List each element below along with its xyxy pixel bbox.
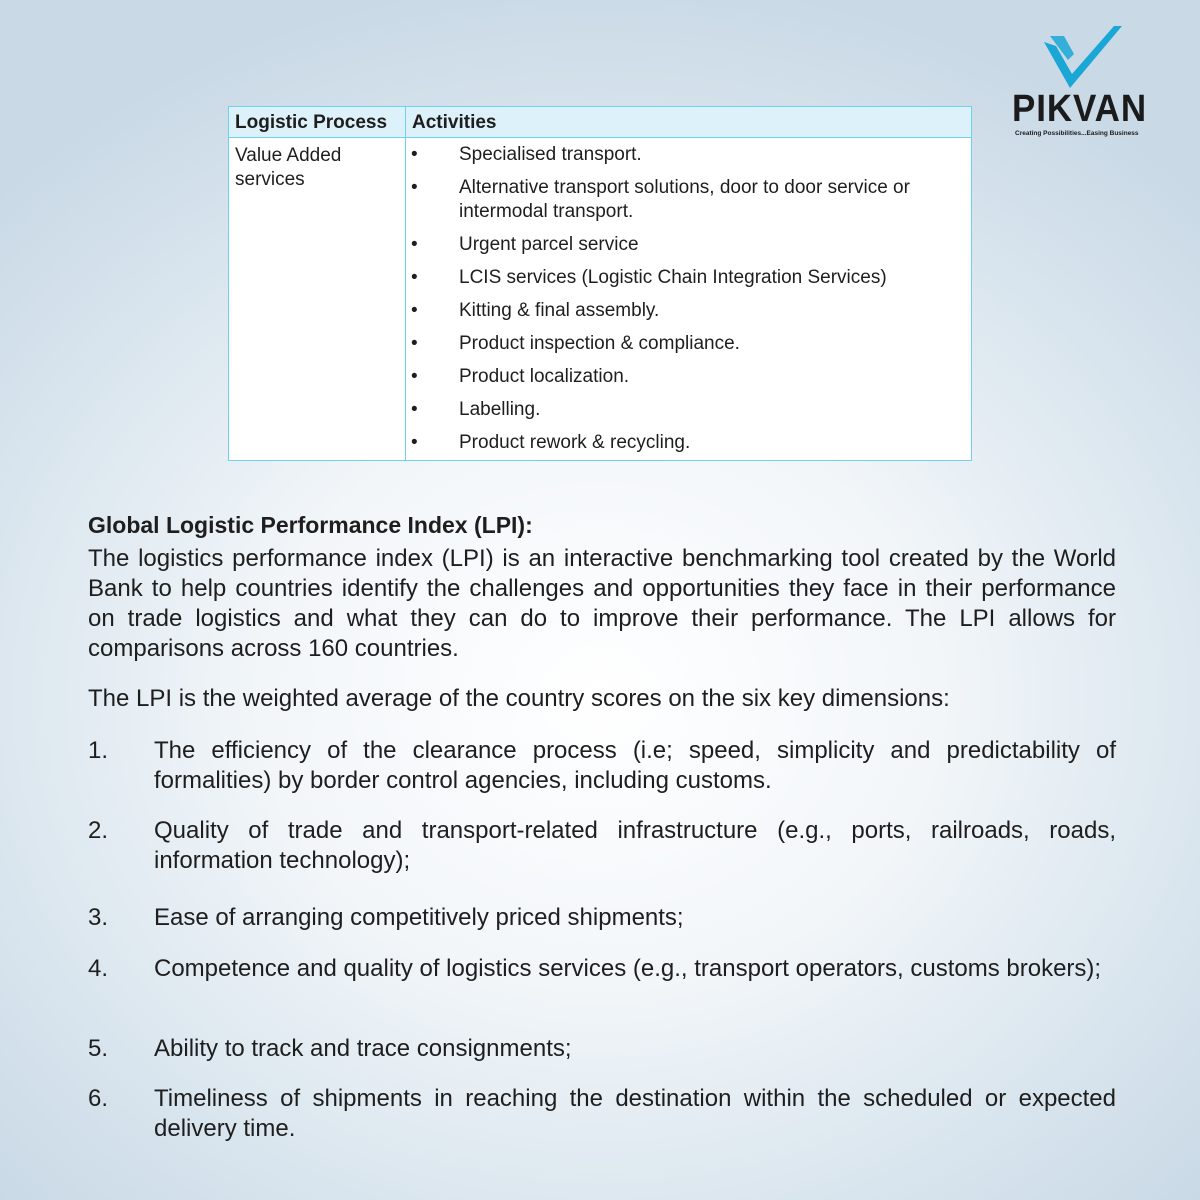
list-item — [88, 903, 1116, 933]
item-number: 3. — [88, 904, 109, 931]
header-activities: Activities — [406, 107, 972, 138]
item-number: 6. — [88, 1085, 109, 1112]
header-logistic-process: Logistic Process — [229, 107, 406, 138]
item-text: Ability to track and trace consignments; — [154, 1035, 572, 1062]
bullet-icon: • — [411, 366, 418, 387]
item-number: 5. — [88, 1035, 109, 1062]
list-item: • Product inspection & compliance. — [411, 333, 740, 354]
bullet-icon: • — [411, 234, 418, 255]
bullet-icon: • — [411, 333, 418, 354]
list-item — [88, 736, 1116, 796]
item-text: Ease of arranging competitively priced shipments; — [154, 904, 684, 931]
table-header-row — [229, 107, 972, 138]
list-item: • Kitting & final assembly. — [411, 300, 660, 321]
list-item: • Labelling. — [411, 399, 541, 420]
item-number: 4. — [88, 955, 109, 982]
list-item: • Alternative transport solutions, door to door service or intermodal transport. — [411, 177, 910, 222]
item-text: Timeliness of shipments in reaching the destination within the scheduled or expected delivery time. — [154, 1085, 1116, 1142]
brand-tagline: Creating Possibilities...Easing Business — [1015, 130, 1139, 137]
list-item: • Product rework & recycling. — [411, 432, 691, 453]
lpi-heading: Global Logistic Performance Index (LPI): — [88, 512, 533, 538]
brand-logo — [1012, 24, 1152, 137]
item-text: Quality of trade and transport-related infrastructure (e.g., ports, railroads, roads, information technology); — [154, 817, 1116, 874]
activities-list — [407, 139, 970, 459]
lpi-intro-paragraph: The logistics performance index (LPI) is an interactive benchmarking tool created by the World Bank to help countries identify the challenges and opportunities they face in their performance on trade logistics and what they can do to improve their performance. The LPI allows for comparisons across 160 countries. — [88, 545, 1116, 662]
brand-name: PIKVAN — [1012, 88, 1148, 130]
list-item: • Product localization. — [411, 366, 630, 387]
logistic-process-table — [228, 106, 972, 461]
process-cell: Value Added services — [229, 138, 406, 461]
bullet-icon: • — [411, 300, 418, 321]
lpi-section — [88, 510, 1116, 714]
bullet-icon: • — [411, 267, 418, 288]
list-item — [88, 954, 1116, 984]
table-row — [229, 138, 972, 461]
bullet-icon: • — [411, 144, 418, 165]
checkmark-logo-icon — [1040, 24, 1126, 94]
list-item: • Specialised transport. — [411, 144, 642, 165]
item-number: 1. — [88, 737, 109, 764]
bullet-icon: • — [411, 399, 418, 420]
list-item — [88, 816, 1116, 876]
list-item: • Urgent parcel service — [411, 234, 639, 255]
bullet-icon: • — [411, 432, 418, 453]
activities-cell — [406, 138, 972, 461]
item-number: 2. — [88, 817, 109, 844]
item-text: Competence and quality of logistics services (e.g., transport operators, customs brokers); — [154, 955, 1102, 982]
bullet-icon: • — [411, 177, 418, 198]
list-item — [88, 1084, 1116, 1144]
list-item: • LCIS services (Logistic Chain Integration Services) — [411, 267, 887, 288]
lpi-lead-paragraph: The LPI is the weighted average of the country scores on the six key dimensions: — [88, 685, 950, 712]
item-text: The efficiency of the clearance process (i.e; speed, simplicity and predictability of formalities) by border control agencies, including customs. — [154, 737, 1116, 794]
list-item — [88, 1034, 1116, 1064]
